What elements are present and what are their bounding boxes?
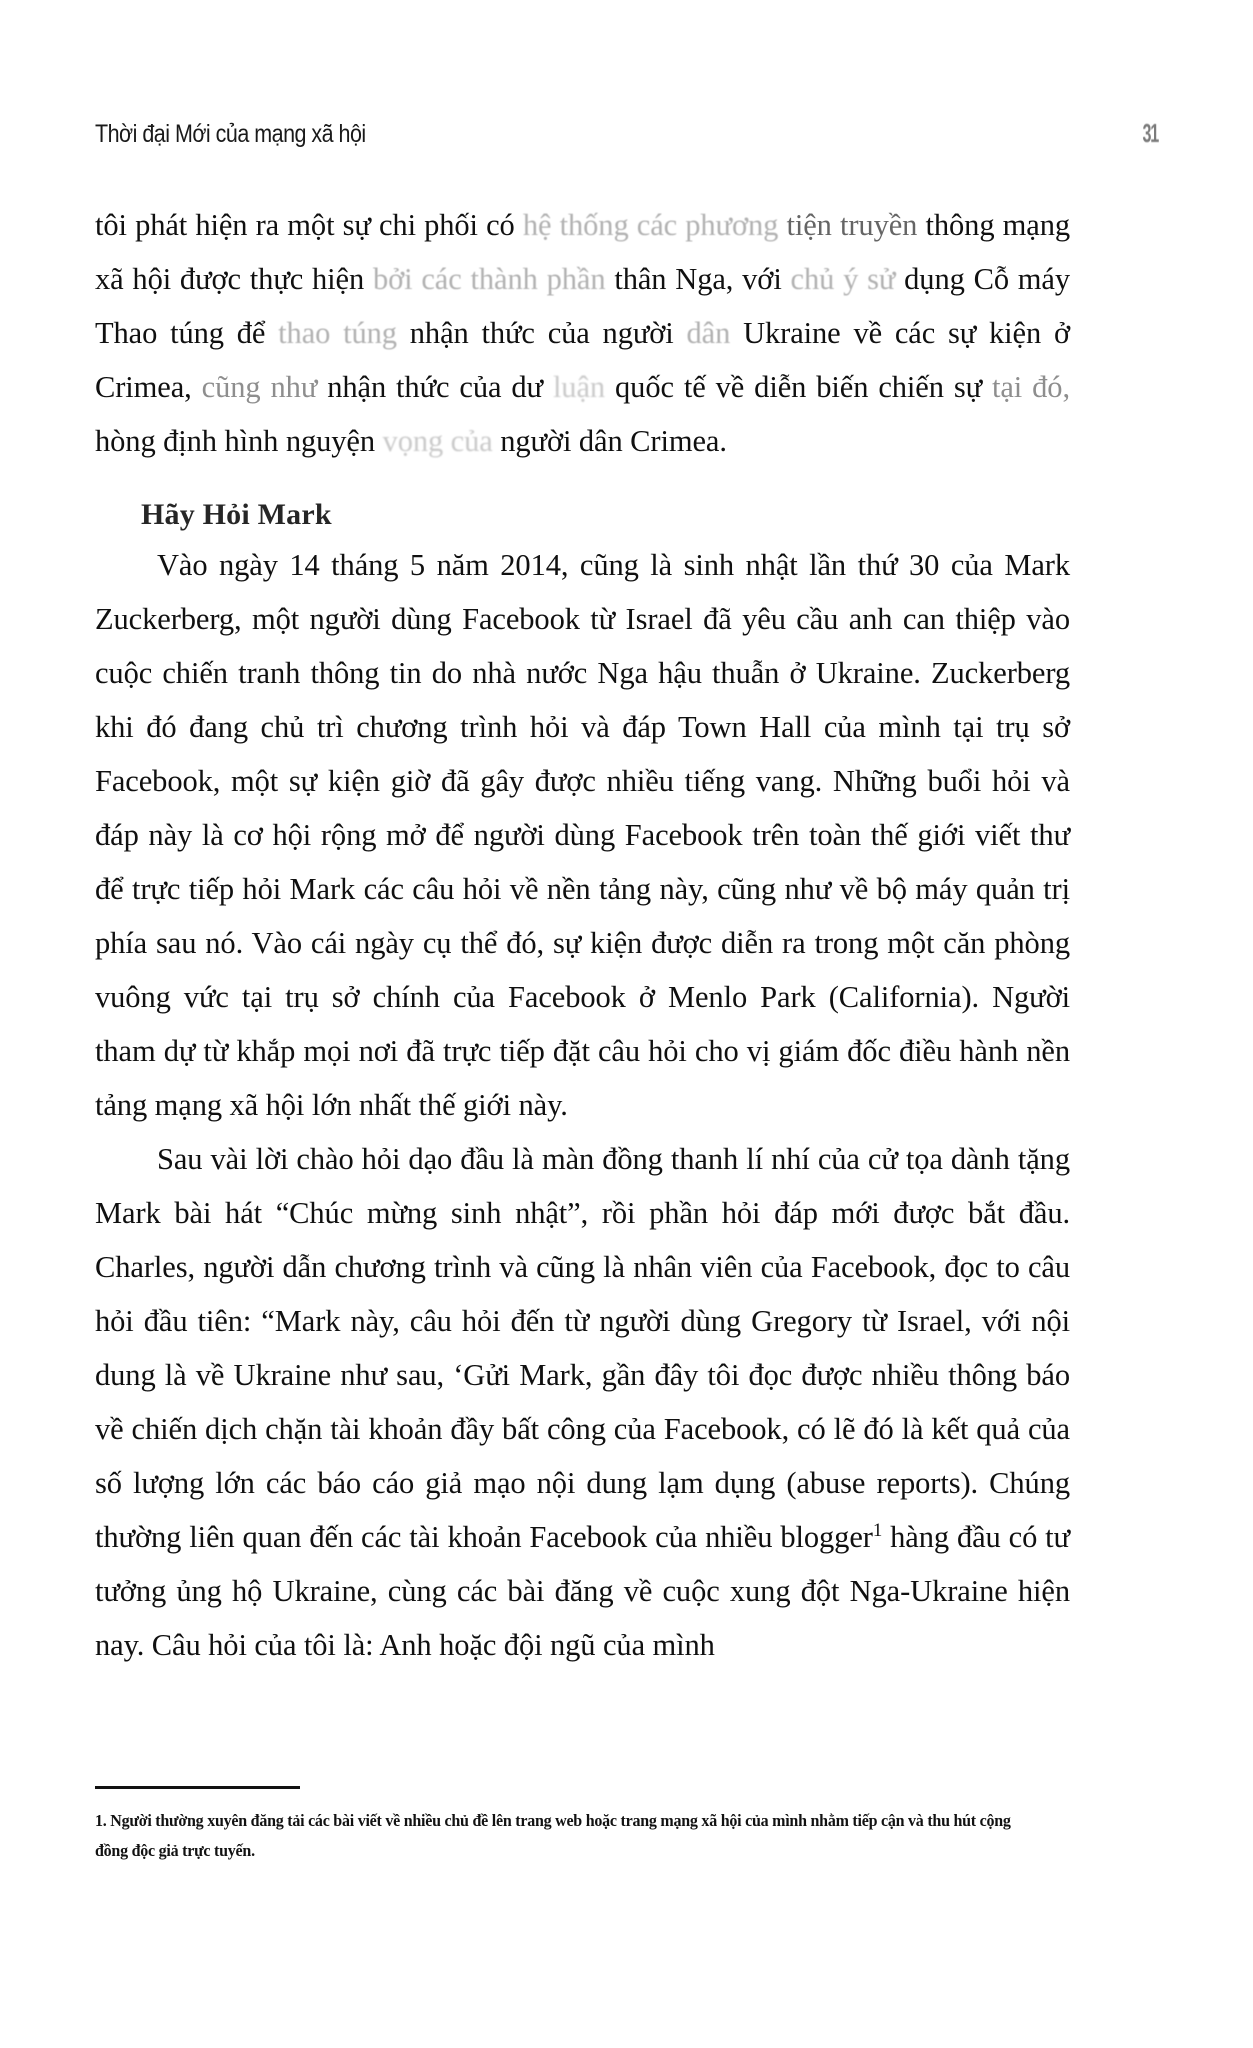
text-run-15: quốc tế về diễn biến chiến sự bbox=[605, 370, 992, 404]
page-number: 31 bbox=[1142, 118, 1158, 148]
footnote-area bbox=[95, 1786, 1070, 1866]
page-header bbox=[95, 118, 1158, 149]
body-text-column bbox=[95, 198, 1070, 1672]
paragraph-continuation bbox=[95, 198, 1070, 468]
text-run-8: thao túng bbox=[278, 316, 397, 350]
paragraph-question-part-1: Sau vài lời chào hỏi dạo đầu là màn đồng thanh lí nhí của cử tọa dành tặng Mark bài hát “Chúc mừng sinh nhật”, rồi phần hỏi đáp mới được bắt đầu. Charles, người dẫn chương trình và cũng là nhân viên của Facebook, đọc to câu hỏi đầu tiên: “Mark này, câu hỏi đến từ người dùng Gregory từ Israel, với nội dung là về Ukraine như sau, ‘Gửi Mark, gần đây tôi đọc được nhiều thông báo về chiến dịch chặn tài khoản đầy bất công của Facebook, có lẽ đó là kết quả của số lượng lớn các báo cáo giả mạo nội dung lạm dụng (abuse reports). Chúng thường liên quan đến các tài khoản Facebook của nhiều blogger bbox=[95, 1142, 1070, 1554]
text-run-18: vọng của bbox=[382, 424, 493, 458]
text-run-10: dân bbox=[686, 316, 731, 350]
section-heading: Hãy Hỏi Mark bbox=[141, 498, 332, 531]
text-run-12: cũng như bbox=[201, 370, 318, 404]
footnote-separator bbox=[95, 1786, 300, 1789]
text-run-14: luận bbox=[552, 370, 606, 404]
text-run-17: hòng định hình nguyện bbox=[95, 424, 383, 458]
paragraph-question bbox=[95, 1132, 1070, 1672]
text-run-2: tiện truyền bbox=[778, 208, 918, 242]
text-run-5: thân Nga, với bbox=[605, 262, 791, 296]
text-run-19: người dân Crimea. bbox=[492, 424, 727, 458]
footnote-text bbox=[95, 1806, 1041, 1866]
footnote-marker: 1. bbox=[95, 1810, 111, 1830]
footnote-reference-marker[interactable]: 1 bbox=[872, 1519, 883, 1541]
running-head: Thời đại Mới của mạng xã hội bbox=[95, 120, 366, 148]
paragraph-question-part-2: hàng đầu có tư tưởng ủng hộ Ukraine, cùng các bài đăng về cuộc xung đột Nga-Ukraine hiện nay. Câu hỏi của tôi là: Anh hoặc đội ngũ của mình bbox=[95, 1520, 1070, 1662]
text-run-3: thông mạng xã hội được thực hiện bbox=[95, 208, 1071, 296]
text-run-1: hệ thống các phương bbox=[522, 208, 779, 242]
text-run-4: bởi các thành phần bbox=[372, 262, 606, 296]
text-run-6: chủ ý sử bbox=[790, 262, 896, 296]
text-run-7: dụng Cỗ máy Thao túng để bbox=[95, 262, 1071, 350]
text-run-9: nhận thức của người bbox=[396, 316, 687, 350]
text-run-13: nhận thức của dư bbox=[317, 370, 553, 404]
text-run-16: tại đó, bbox=[992, 370, 1070, 404]
footnote-body: Người thường xuyên đăng tải các bài viết về nhiều chủ đề lên trang web hoặc trang mạng xã hội của mình nhằm tiếp cận và thu hút cộng đồng độc giả trực tuyến. bbox=[95, 1810, 1011, 1860]
text-run-0: tôi phát hiện ra một sự chi phối có bbox=[95, 208, 523, 242]
text-run-11: Ukraine về các sự kiện ở Crimea, bbox=[95, 316, 1070, 404]
paragraph-town-hall: Vào ngày 14 tháng 5 năm 2014, cũng là sinh nhật lần thứ 30 của Mark Zuckerberg, một người dùng Facebook từ Israel đã yêu cầu anh can thiệp vào cuộc chiến tranh thông tin do nhà nước Nga hậu thuẫn ở Ukraine. Zuckerberg khi đó đang chủ trì chương trình hỏi và đáp Town Hall của mình tại trụ sở Facebook, một sự kiện giờ đã gây được nhiều tiếng vang. Những buổi hỏi và đáp này là cơ hội rộng mở để người dùng Facebook trên toàn thế giới viết thư để trực tiếp hỏi Mark các câu hỏi về nền tảng này, cũng như về bộ máy quản trị phía sau nó. Vào cái ngày cụ thể đó, sự kiện được diễn ra trong một căn phòng vuông vức tại trụ sở chính của Facebook ở Menlo Park (California). Người tham dự từ khắp mọi nơi đã trực tiếp đặt câu hỏi cho vị giám đốc điều hành nền tảng mạng xã hội lớn nhất thế giới này. bbox=[95, 548, 1070, 1122]
